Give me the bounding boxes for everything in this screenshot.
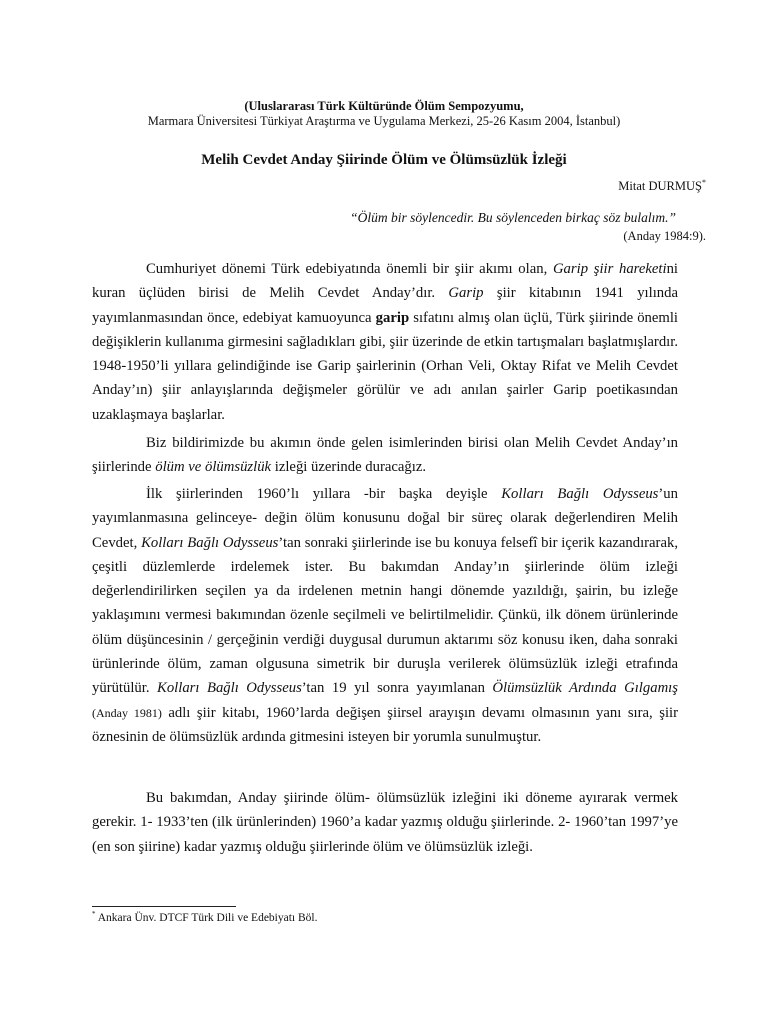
paragraph-3: [92, 482, 678, 749]
paragraph-4: [92, 786, 678, 859]
symposium-header: [0, 99, 768, 129]
p1-bold-garip: garip: [375, 309, 410, 326]
author-name: Mitat DURMUŞ: [618, 179, 702, 194]
epigraph-citation: (Anday 1984:9).: [623, 229, 706, 243]
p3-inline-citation: (Anday 1981): [92, 705, 162, 720]
p1-italic-garip: Garip: [448, 285, 484, 302]
p3-italic-book-title-2: Kolları Bağlı Odysseus: [141, 534, 279, 551]
p3-text-e: ’tan sonraki şiirlerinde ise bu konuya felsefî bir içerik kazandırarak, çeşitli düzlemlerde irdelemek ister. Bu bakımdan Anday’ın şiirlerinde ölüm izleği değerlendirilirken seçilen ya da irdelenen metnin hangi dönemde yazıldığı, şairin, bu izleğe yaklaşımını vermesi bakımından özenle seçilmeli ve belirtilmelidir. Çünkü, ilk dönem ürünlerinde ölüm düşüncesinin / gerçeğinin verdiği duygusal durumun aktarımı söz konusu iken, daha sonraki ürünlerinde ölüm, zaman olgusuna simetrik bir duruşla verilerek ölümsüzlük izleği etrafında yürütülür.: [92, 534, 678, 697]
p3-text-c: ’un yayımlanmasına gelinceye- değin ölüm konusunu doğal bir süreç olarak değerlendiren Melih Cevdet,: [92, 486, 678, 551]
p2-italic-olum-olumsuzluk: ölüm ve ölümsüzlük: [155, 459, 272, 476]
footnote-mark: *: [92, 910, 96, 918]
author-footnote-mark: *: [702, 178, 706, 187]
p2-text-c: izleği üzerinde duracağız.: [271, 459, 427, 476]
p3-italic-book-title-3: Kolları Bağlı Odysseus: [157, 680, 302, 697]
footnote-text: Ankara Ünv. DTCF Türk Dili ve Edebiyatı Böl.: [95, 911, 318, 924]
paragraph-1: [92, 257, 678, 427]
footnote: [92, 910, 318, 924]
epigraph-quote: “Ölüm bir söylencedir. Bu söylenceden birkaç söz bulalım.”: [350, 210, 676, 225]
header-line-2: Marmara Üniversitesi Türkiyat Araştırma ve Uygulama Merkezi, 25-26 Kasım 2004, İstanbul): [147, 114, 621, 128]
footnote-divider: [92, 906, 236, 907]
article-title: Melih Cevdet Anday Şiirinde Ölüm ve Ölümsüzlük İzleği: [201, 152, 567, 168]
p3-text-a: İlk şiirlerinden 1960’lı yıllara -bir başka deyişle: [146, 486, 502, 502]
p1-text-c: ni kuran üçlüden birisi de Melih Cevdet Anday’dır.: [92, 261, 679, 302]
p3-text-g: ’tan 19 yıl sonra yayımlanan: [301, 680, 493, 697]
p1-text-a: Cumhuriyet dönemi Türk edebiyatında önemli bir şiir akımı olan,: [146, 261, 553, 277]
p3-italic-book-title-1: Kolları Bağlı Odysseus: [501, 486, 659, 502]
p3-italic-gilgamis-title: Ölümsüzlük Ardında Gılgamış: [492, 680, 678, 697]
p1-text-e: şiir kitabının 1941 yılında yayımlanmasından önce, edebiyat kamuoyunca: [92, 285, 678, 326]
author-line: [618, 178, 706, 194]
p1-italic-garip-siir-hareketi: Garip şiir hareketi: [552, 261, 667, 277]
p3-text-j: adlı şiir kitabı, 1960’larda değişen şiirsel arayışın devamı olmasının yanı sıra, şiir öznesinin de ölümsüzlük ardında gitmesini isteyen bir yorumla sunulmuştur.: [92, 704, 679, 745]
paragraph-2: [92, 431, 678, 480]
header-line-1: (Uluslararası Türk Kültüründe Ölüm Sempozyumu,: [244, 99, 524, 113]
p1-text-g: sıfatını almış olan üçlü, Türk şiirinde önemli değişiklerin kullanıma girmesini sağladıkları gibi, şiir üzerinde de etkin tartışmaları başlatmışlardır. 1948-1950’li yıllara gelindiğinde ise Garip şairlerinin (Orhan Veli, Oktay Rifat ve Melih Cevdet Anday’ın) şiir anlayışlarında değişmeler görülür ve adı anılan şairler Garip poetikasından uzaklaşmaya başlarlar.: [92, 309, 679, 423]
p4-text-a: Bu bakımdan, Anday şiirinde ölüm- ölümsüzlük izleğini iki döneme ayırarak vermek gerekir. 1- 1933’ten (ilk ürünlerinden) 1960’a kadar yazmış olduğu şiirlerinde. 2- 1960’tan 1997’ye (en son şiirine) kadar yazmış olduğu şiirlerinde ölüm ve ölümsüzlük izleği.: [92, 790, 678, 855]
p2-text-a: Biz bildirimizde bu akımın önde gelen isimlerinden birisi olan Melih Cevdet Anday’ın şiirlerinde: [92, 435, 678, 476]
